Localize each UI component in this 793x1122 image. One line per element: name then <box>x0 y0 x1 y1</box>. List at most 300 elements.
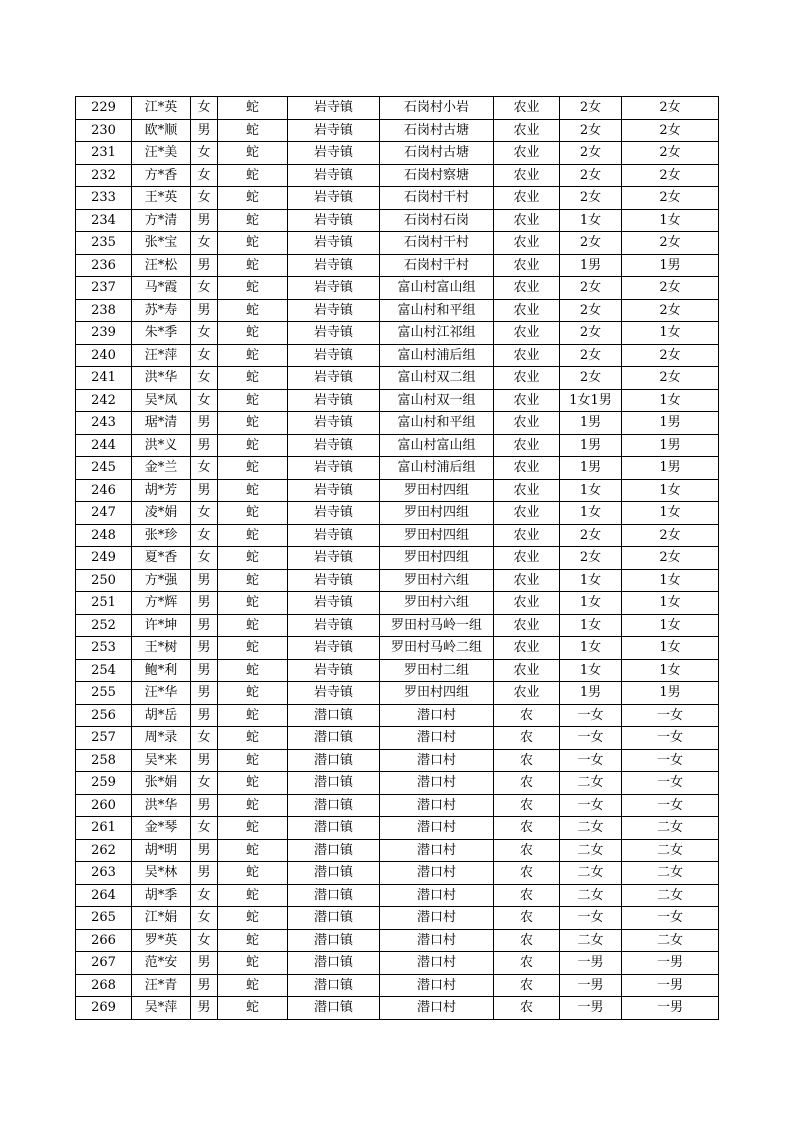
table-row <box>76 839 719 862</box>
table-row <box>76 142 719 165</box>
town-cell: 岩寺镇 <box>288 659 380 682</box>
zodiac-cell: 蛇 <box>218 322 288 345</box>
village-cell: 富山村浦后组 <box>380 457 494 480</box>
children-current-cell: 2女 <box>622 299 719 322</box>
row-number-cell: 247 <box>76 502 132 525</box>
town-cell: 潜口镇 <box>288 862 380 885</box>
name-cell: 胡*芳 <box>132 479 191 502</box>
row-number-cell: 248 <box>76 524 132 547</box>
table-row <box>76 704 719 727</box>
gender-cell: 女 <box>191 502 218 525</box>
village-cell: 富山村富山组 <box>380 277 494 300</box>
children-cell: 1女 <box>560 479 622 502</box>
zodiac-cell: 蛇 <box>218 389 288 412</box>
town-cell: 岩寺镇 <box>288 412 380 435</box>
village-cell: 罗田村四组 <box>380 547 494 570</box>
row-number-cell: 269 <box>76 997 132 1020</box>
table-row <box>76 592 719 615</box>
children-cell: 1女 <box>560 659 622 682</box>
row-number-cell: 250 <box>76 569 132 592</box>
village-cell: 罗田村四组 <box>380 524 494 547</box>
town-cell: 潜口镇 <box>288 997 380 1020</box>
village-cell: 石岗村古塘 <box>380 119 494 142</box>
gender-cell: 女 <box>191 884 218 907</box>
children-current-cell: 1男 <box>622 254 719 277</box>
name-cell: 张*宝 <box>132 232 191 255</box>
occupation-cell: 农业 <box>494 434 560 457</box>
table-row <box>76 412 719 435</box>
table-row <box>76 502 719 525</box>
children-cell: 一男 <box>560 997 622 1020</box>
town-cell: 岩寺镇 <box>288 97 380 120</box>
children-current-cell: 2女 <box>622 344 719 367</box>
row-number-cell: 263 <box>76 862 132 885</box>
children-cell: 2女 <box>560 322 622 345</box>
roster-table <box>75 96 719 1020</box>
name-cell: 方*香 <box>132 164 191 187</box>
village-cell: 罗田村四组 <box>380 682 494 705</box>
table-row <box>76 884 719 907</box>
children-current-cell: 2女 <box>622 277 719 300</box>
children-current-cell: 一女 <box>622 772 719 795</box>
name-cell: 吴*凤 <box>132 389 191 412</box>
name-cell: 欧*顺 <box>132 119 191 142</box>
children-cell: 1女 <box>560 502 622 525</box>
children-cell: 1女 <box>560 614 622 637</box>
village-cell: 潜口村 <box>380 884 494 907</box>
children-cell: 2女 <box>560 142 622 165</box>
name-cell: 汪*美 <box>132 142 191 165</box>
zodiac-cell: 蛇 <box>218 502 288 525</box>
row-number-cell: 255 <box>76 682 132 705</box>
children-cell: 1男 <box>560 434 622 457</box>
zodiac-cell: 蛇 <box>218 794 288 817</box>
zodiac-cell: 蛇 <box>218 952 288 975</box>
table-row <box>76 547 719 570</box>
gender-cell: 男 <box>191 569 218 592</box>
zodiac-cell: 蛇 <box>218 457 288 480</box>
name-cell: 王*树 <box>132 637 191 660</box>
row-number-cell: 239 <box>76 322 132 345</box>
town-cell: 岩寺镇 <box>288 322 380 345</box>
gender-cell: 女 <box>191 142 218 165</box>
occupation-cell: 农业 <box>494 277 560 300</box>
table-row <box>76 119 719 142</box>
occupation-cell: 农 <box>494 749 560 772</box>
gender-cell: 男 <box>191 974 218 997</box>
children-current-cell: 二女 <box>622 839 719 862</box>
row-number-cell: 241 <box>76 367 132 390</box>
occupation-cell: 农业 <box>494 614 560 637</box>
town-cell: 潜口镇 <box>288 974 380 997</box>
table-row <box>76 344 719 367</box>
village-cell: 潜口村 <box>380 862 494 885</box>
name-cell: 方*强 <box>132 569 191 592</box>
town-cell: 岩寺镇 <box>288 232 380 255</box>
village-cell: 石岗村古塘 <box>380 142 494 165</box>
table-row <box>76 997 719 1020</box>
village-cell: 罗田村六组 <box>380 569 494 592</box>
occupation-cell: 农业 <box>494 547 560 570</box>
town-cell: 岩寺镇 <box>288 299 380 322</box>
gender-cell: 女 <box>191 97 218 120</box>
zodiac-cell: 蛇 <box>218 412 288 435</box>
name-cell: 胡*季 <box>132 884 191 907</box>
zodiac-cell: 蛇 <box>218 119 288 142</box>
table-row <box>76 277 719 300</box>
occupation-cell: 农业 <box>494 367 560 390</box>
children-current-cell: 二女 <box>622 929 719 952</box>
village-cell: 潜口村 <box>380 794 494 817</box>
town-cell: 潜口镇 <box>288 749 380 772</box>
gender-cell: 女 <box>191 277 218 300</box>
gender-cell: 男 <box>191 659 218 682</box>
row-number-cell: 260 <box>76 794 132 817</box>
table-row <box>76 254 719 277</box>
row-number-cell: 254 <box>76 659 132 682</box>
zodiac-cell: 蛇 <box>218 862 288 885</box>
gender-cell: 男 <box>191 209 218 232</box>
children-cell: 2女 <box>560 277 622 300</box>
occupation-cell: 农业 <box>494 479 560 502</box>
name-cell: 琚*清 <box>132 412 191 435</box>
village-cell: 罗田村二组 <box>380 659 494 682</box>
village-cell: 潜口村 <box>380 952 494 975</box>
zodiac-cell: 蛇 <box>218 187 288 210</box>
name-cell: 金*兰 <box>132 457 191 480</box>
children-current-cell: 1女 <box>622 659 719 682</box>
row-number-cell: 256 <box>76 704 132 727</box>
zodiac-cell: 蛇 <box>218 772 288 795</box>
children-current-cell: 2女 <box>622 142 719 165</box>
town-cell: 潜口镇 <box>288 794 380 817</box>
gender-cell: 男 <box>191 479 218 502</box>
table-row <box>76 907 719 930</box>
children-cell: 2女 <box>560 187 622 210</box>
gender-cell: 女 <box>191 389 218 412</box>
occupation-cell: 农 <box>494 839 560 862</box>
town-cell: 岩寺镇 <box>288 209 380 232</box>
village-cell: 石岗村干村 <box>380 254 494 277</box>
zodiac-cell: 蛇 <box>218 817 288 840</box>
town-cell: 岩寺镇 <box>288 524 380 547</box>
town-cell: 岩寺镇 <box>288 614 380 637</box>
occupation-cell: 农 <box>494 929 560 952</box>
zodiac-cell: 蛇 <box>218 749 288 772</box>
name-cell: 罗*英 <box>132 929 191 952</box>
name-cell: 汪*青 <box>132 974 191 997</box>
occupation-cell: 农业 <box>494 97 560 120</box>
children-current-cell: 一男 <box>622 952 719 975</box>
town-cell: 岩寺镇 <box>288 479 380 502</box>
zodiac-cell: 蛇 <box>218 277 288 300</box>
children-cell: 1女 <box>560 637 622 660</box>
village-cell: 潜口村 <box>380 974 494 997</box>
village-cell: 罗田村四组 <box>380 479 494 502</box>
row-number-cell: 230 <box>76 119 132 142</box>
table-row <box>76 367 719 390</box>
zodiac-cell: 蛇 <box>218 614 288 637</box>
gender-cell: 男 <box>191 952 218 975</box>
zodiac-cell: 蛇 <box>218 884 288 907</box>
name-cell: 汪*华 <box>132 682 191 705</box>
town-cell: 岩寺镇 <box>288 389 380 412</box>
table-row <box>76 727 719 750</box>
children-current-cell: 1女 <box>622 614 719 637</box>
children-current-cell: 1女 <box>622 592 719 615</box>
table-row <box>76 232 719 255</box>
name-cell: 许*坤 <box>132 614 191 637</box>
zodiac-cell: 蛇 <box>218 209 288 232</box>
village-cell: 潜口村 <box>380 749 494 772</box>
row-number-cell: 231 <box>76 142 132 165</box>
row-number-cell: 265 <box>76 907 132 930</box>
children-current-cell: 1女 <box>622 569 719 592</box>
table-row <box>76 187 719 210</box>
row-number-cell: 253 <box>76 637 132 660</box>
name-cell: 胡*明 <box>132 839 191 862</box>
children-cell: 1女1男 <box>560 389 622 412</box>
children-cell: 一女 <box>560 794 622 817</box>
gender-cell: 男 <box>191 794 218 817</box>
children-cell: 一女 <box>560 727 622 750</box>
name-cell: 凌*娟 <box>132 502 191 525</box>
name-cell: 苏*寿 <box>132 299 191 322</box>
children-current-cell: 1女 <box>622 209 719 232</box>
children-cell: 2女 <box>560 299 622 322</box>
children-cell: 2女 <box>560 547 622 570</box>
children-cell: 二女 <box>560 884 622 907</box>
row-number-cell: 229 <box>76 97 132 120</box>
gender-cell: 女 <box>191 772 218 795</box>
children-cell: 1女 <box>560 592 622 615</box>
children-cell: 1女 <box>560 209 622 232</box>
gender-cell: 男 <box>191 749 218 772</box>
town-cell: 岩寺镇 <box>288 682 380 705</box>
zodiac-cell: 蛇 <box>218 434 288 457</box>
table-row <box>76 434 719 457</box>
row-number-cell: 257 <box>76 727 132 750</box>
town-cell: 岩寺镇 <box>288 254 380 277</box>
children-current-cell: 一男 <box>622 997 719 1020</box>
name-cell: 吴*林 <box>132 862 191 885</box>
table-row <box>76 299 719 322</box>
children-current-cell: 1男 <box>622 457 719 480</box>
village-cell: 石岗村小岩 <box>380 97 494 120</box>
row-number-cell: 264 <box>76 884 132 907</box>
children-cell: 1男 <box>560 682 622 705</box>
gender-cell: 女 <box>191 547 218 570</box>
gender-cell: 男 <box>191 254 218 277</box>
village-cell: 潜口村 <box>380 907 494 930</box>
gender-cell: 女 <box>191 232 218 255</box>
row-number-cell: 266 <box>76 929 132 952</box>
town-cell: 潜口镇 <box>288 884 380 907</box>
village-cell: 石岗村干村 <box>380 187 494 210</box>
zodiac-cell: 蛇 <box>218 344 288 367</box>
children-cell: 一女 <box>560 704 622 727</box>
table-row <box>76 929 719 952</box>
children-current-cell: 1女 <box>622 502 719 525</box>
row-number-cell: 243 <box>76 412 132 435</box>
zodiac-cell: 蛇 <box>218 637 288 660</box>
children-cell: 1男 <box>560 412 622 435</box>
gender-cell: 男 <box>191 637 218 660</box>
table-row <box>76 569 719 592</box>
village-cell: 潜口村 <box>380 727 494 750</box>
zodiac-cell: 蛇 <box>218 547 288 570</box>
table-row <box>76 637 719 660</box>
town-cell: 岩寺镇 <box>288 164 380 187</box>
occupation-cell: 农业 <box>494 682 560 705</box>
gender-cell: 女 <box>191 817 218 840</box>
row-number-cell: 267 <box>76 952 132 975</box>
village-cell: 富山村江祁组 <box>380 322 494 345</box>
village-cell: 富山村富山组 <box>380 434 494 457</box>
town-cell: 潜口镇 <box>288 839 380 862</box>
table-row <box>76 682 719 705</box>
name-cell: 江*娟 <box>132 907 191 930</box>
row-number-cell: 261 <box>76 817 132 840</box>
occupation-cell: 农业 <box>494 119 560 142</box>
children-current-cell: 一女 <box>622 704 719 727</box>
occupation-cell: 农 <box>494 907 560 930</box>
zodiac-cell: 蛇 <box>218 659 288 682</box>
occupation-cell: 农业 <box>494 502 560 525</box>
row-number-cell: 245 <box>76 457 132 480</box>
town-cell: 岩寺镇 <box>288 277 380 300</box>
occupation-cell: 农 <box>494 772 560 795</box>
row-number-cell: 246 <box>76 479 132 502</box>
name-cell: 汪*萍 <box>132 344 191 367</box>
gender-cell: 女 <box>191 457 218 480</box>
children-current-cell: 2女 <box>622 119 719 142</box>
town-cell: 潜口镇 <box>288 817 380 840</box>
village-cell: 石岗村干村 <box>380 232 494 255</box>
children-current-cell: 1女 <box>622 389 719 412</box>
name-cell: 汪*松 <box>132 254 191 277</box>
children-current-cell: 一男 <box>622 974 719 997</box>
children-cell: 一男 <box>560 974 622 997</box>
gender-cell: 女 <box>191 322 218 345</box>
name-cell: 周*录 <box>132 727 191 750</box>
table-row <box>76 164 719 187</box>
village-cell: 潜口村 <box>380 929 494 952</box>
children-cell: 2女 <box>560 164 622 187</box>
name-cell: 夏*香 <box>132 547 191 570</box>
children-cell: 1男 <box>560 254 622 277</box>
table-row <box>76 659 719 682</box>
town-cell: 潜口镇 <box>288 704 380 727</box>
zodiac-cell: 蛇 <box>218 997 288 1020</box>
town-cell: 岩寺镇 <box>288 187 380 210</box>
village-cell: 潜口村 <box>380 772 494 795</box>
name-cell: 方*清 <box>132 209 191 232</box>
gender-cell: 男 <box>191 862 218 885</box>
table-row <box>76 322 719 345</box>
children-cell: 2女 <box>560 367 622 390</box>
table-row <box>76 389 719 412</box>
occupation-cell: 农 <box>494 817 560 840</box>
table-row <box>76 772 719 795</box>
occupation-cell: 农业 <box>494 457 560 480</box>
children-cell: 二女 <box>560 929 622 952</box>
name-cell: 洪*义 <box>132 434 191 457</box>
zodiac-cell: 蛇 <box>218 254 288 277</box>
table-row <box>76 974 719 997</box>
children-current-cell: 一女 <box>622 907 719 930</box>
gender-cell: 女 <box>191 187 218 210</box>
children-current-cell: 2女 <box>622 547 719 570</box>
village-cell: 石岗村察塘 <box>380 164 494 187</box>
row-number-cell: 233 <box>76 187 132 210</box>
occupation-cell: 农 <box>494 952 560 975</box>
name-cell: 张*珍 <box>132 524 191 547</box>
row-number-cell: 252 <box>76 614 132 637</box>
zodiac-cell: 蛇 <box>218 142 288 165</box>
gender-cell: 男 <box>191 119 218 142</box>
children-cell: 二女 <box>560 839 622 862</box>
zodiac-cell: 蛇 <box>218 682 288 705</box>
row-number-cell: 244 <box>76 434 132 457</box>
name-cell: 朱*季 <box>132 322 191 345</box>
gender-cell: 女 <box>191 344 218 367</box>
gender-cell: 女 <box>191 164 218 187</box>
village-cell: 罗田村马岭一组 <box>380 614 494 637</box>
occupation-cell: 农 <box>494 794 560 817</box>
row-number-cell: 251 <box>76 592 132 615</box>
row-number-cell: 232 <box>76 164 132 187</box>
village-cell: 石岗村石岗 <box>380 209 494 232</box>
zodiac-cell: 蛇 <box>218 299 288 322</box>
zodiac-cell: 蛇 <box>218 907 288 930</box>
gender-cell: 女 <box>191 524 218 547</box>
occupation-cell: 农业 <box>494 389 560 412</box>
name-cell: 金*琴 <box>132 817 191 840</box>
children-current-cell: 1男 <box>622 412 719 435</box>
village-cell: 富山村双二组 <box>380 367 494 390</box>
name-cell: 张*娟 <box>132 772 191 795</box>
gender-cell: 女 <box>191 929 218 952</box>
occupation-cell: 农业 <box>494 254 560 277</box>
row-number-cell: 259 <box>76 772 132 795</box>
name-cell: 王*英 <box>132 187 191 210</box>
village-cell: 潜口村 <box>380 997 494 1020</box>
village-cell: 潜口村 <box>380 817 494 840</box>
gender-cell: 男 <box>191 839 218 862</box>
town-cell: 潜口镇 <box>288 727 380 750</box>
children-current-cell: 二女 <box>622 862 719 885</box>
children-cell: 2女 <box>560 524 622 547</box>
children-current-cell: 2女 <box>622 97 719 120</box>
row-number-cell: 240 <box>76 344 132 367</box>
occupation-cell: 农业 <box>494 524 560 547</box>
village-cell: 罗田村六组 <box>380 592 494 615</box>
children-current-cell: 2女 <box>622 524 719 547</box>
children-current-cell: 2女 <box>622 232 719 255</box>
name-cell: 吴*萍 <box>132 997 191 1020</box>
table-row <box>76 614 719 637</box>
gender-cell: 男 <box>191 704 218 727</box>
row-number-cell: 268 <box>76 974 132 997</box>
village-cell: 罗田村四组 <box>380 502 494 525</box>
occupation-cell: 农业 <box>494 637 560 660</box>
zodiac-cell: 蛇 <box>218 839 288 862</box>
row-number-cell: 249 <box>76 547 132 570</box>
row-number-cell: 236 <box>76 254 132 277</box>
zodiac-cell: 蛇 <box>218 569 288 592</box>
occupation-cell: 农业 <box>494 299 560 322</box>
